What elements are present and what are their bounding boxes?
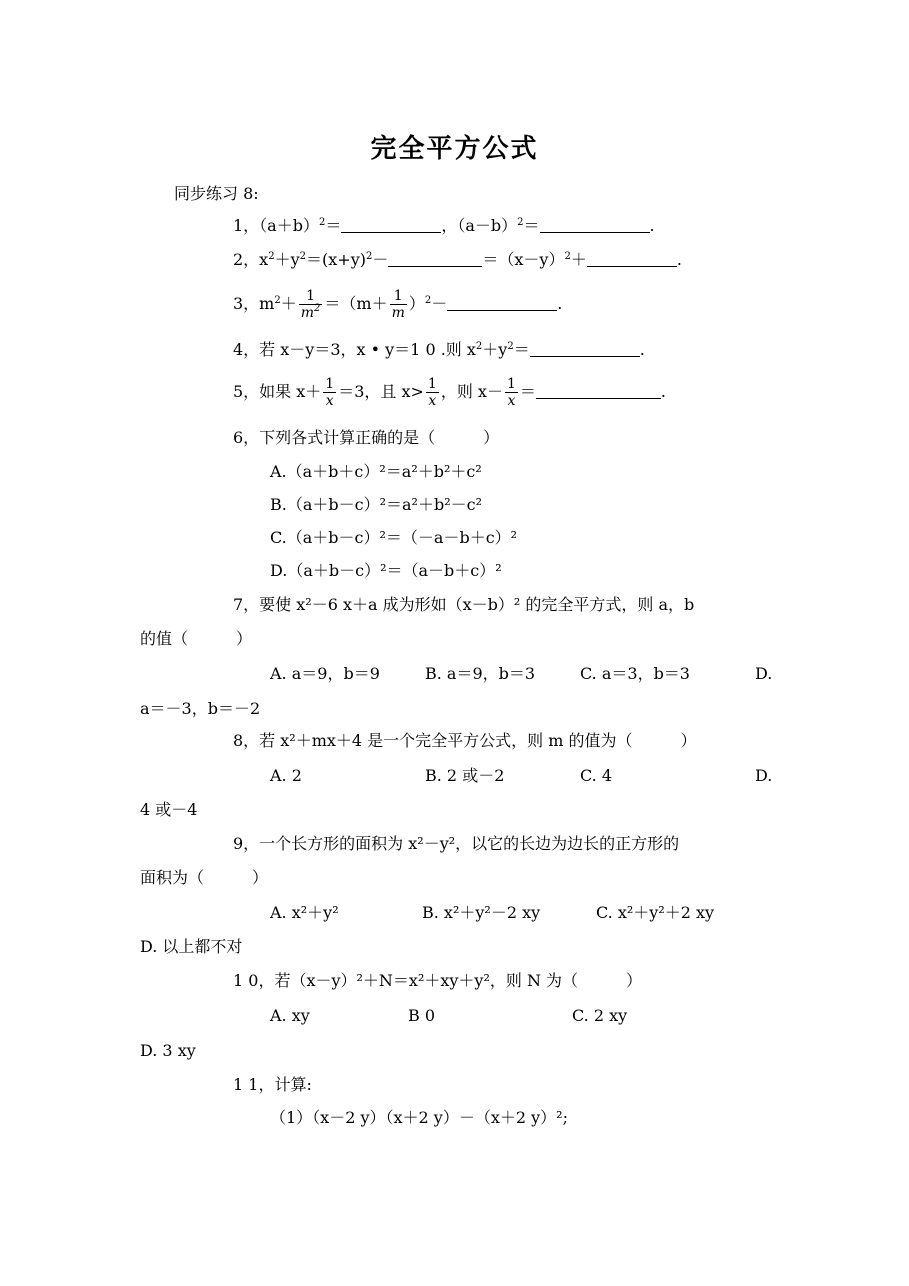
question-5: 5，如果 x＋ $\frac{1}{x}$ ＝3，且 x> $\frac{1}{x}$ ，则 x－ $\frac{1}{x}$ ＝ . [233,376,666,409]
question-6: 6，下列各式计算正确的是（ ） [233,428,500,447]
option-b: B. 2 或－2 [425,766,505,785]
option-b: B 0 [408,1006,436,1025]
answer-blank[interactable] [540,218,650,233]
option-d: D. 3 xy [140,1041,196,1060]
question-7: 7，要使 x²－6 x＋a 成为形如（x－b）² 的完全平方式，则 a，b [233,595,695,614]
option-b: B. x²＋y²－2 xy [422,903,541,922]
page-title: 完全平方公式 [370,134,539,164]
exercise-heading: 同步练习 8: [174,184,259,203]
option-c: C. 4 [580,766,613,785]
option-c: C. x²＋y²＋2 xy [596,903,715,922]
option-a: A. a＝9，b＝9 [270,664,380,683]
option-d: D. [755,664,773,683]
question-9: 9，一个长方形的面积为 x²－y²，以它的长边为边长的正方形的 [233,834,680,853]
fraction: $\frac{1}{x}$ [506,376,516,409]
fraction: $\frac{1}{x}$ [427,376,437,409]
option-c: C. 2 xy [572,1006,628,1025]
answer-blank[interactable] [447,296,557,311]
fraction: $\frac{1}{x}$ [325,376,335,409]
question-11: 1 1，计算: [233,1075,312,1094]
answer-blank[interactable] [388,252,482,267]
question-3: 3，$m^2+$ $\frac{1}{m^2}$ ＝（m＋ $\frac{1}{m}$ ）$^2$－ . [233,288,563,321]
question-11-part-1: （1）（x－2 y）（x＋2 y）－（x＋2 y）²; [270,1108,568,1127]
option-a: A. 2 [270,766,302,785]
option-d: D.（a＋b－c）²＝（a－b＋c）² [270,561,502,580]
option-b: B.（a＋b－c）²＝a²＋b²－c² [270,495,482,514]
answer-blank[interactable] [341,218,441,233]
option-d: D. 以上都不对 [140,937,243,956]
option-a: A. x²＋y² [270,903,339,922]
question-8: 8，若 x²＋mx＋4 是一个完全平方公式，则 m 的值为（ ） [233,731,697,750]
fraction: $\frac{1}{m}$ [391,288,405,321]
question-10: 1 0，若（x－y）²＋N＝x²＋xy＋y²，则 N 为（ ） [233,971,643,990]
option-d-cont: 4 或－4 [140,800,198,819]
option-a: A. xy [270,1006,310,1025]
answer-blank[interactable] [587,252,677,267]
answer-blank[interactable] [536,384,661,399]
question-7-cont: 的值（ ） [140,629,253,648]
question-4: 4，若 x－y＝3，x • y＝1 0 .则 $x^2+y^2=$ . [233,340,645,359]
fraction: $\frac{1}{m^2}$ [300,288,321,321]
option-a: A.（a＋b＋c）²＝a²＋b²＋c² [270,462,482,481]
option-c: C. a＝3，b＝3 [580,664,690,683]
question-1: 1，$(a+b)^2=$ ，$(a-b)^2=$ . [233,216,655,235]
option-d: D. [755,766,773,785]
option-c: C.（a＋b－c）²＝（－a－b＋c）² [270,528,518,547]
option-b: B. a＝9，b＝3 [425,664,536,683]
answer-blank[interactable] [530,342,640,357]
option-d-cont: a＝－3，b＝－2 [140,699,261,718]
question-9-cont: 面积为（ ） [140,868,269,887]
question-2: 2，$x^2+y^2=(x+y)^2- =(x-y)^2+$ . [233,250,682,269]
